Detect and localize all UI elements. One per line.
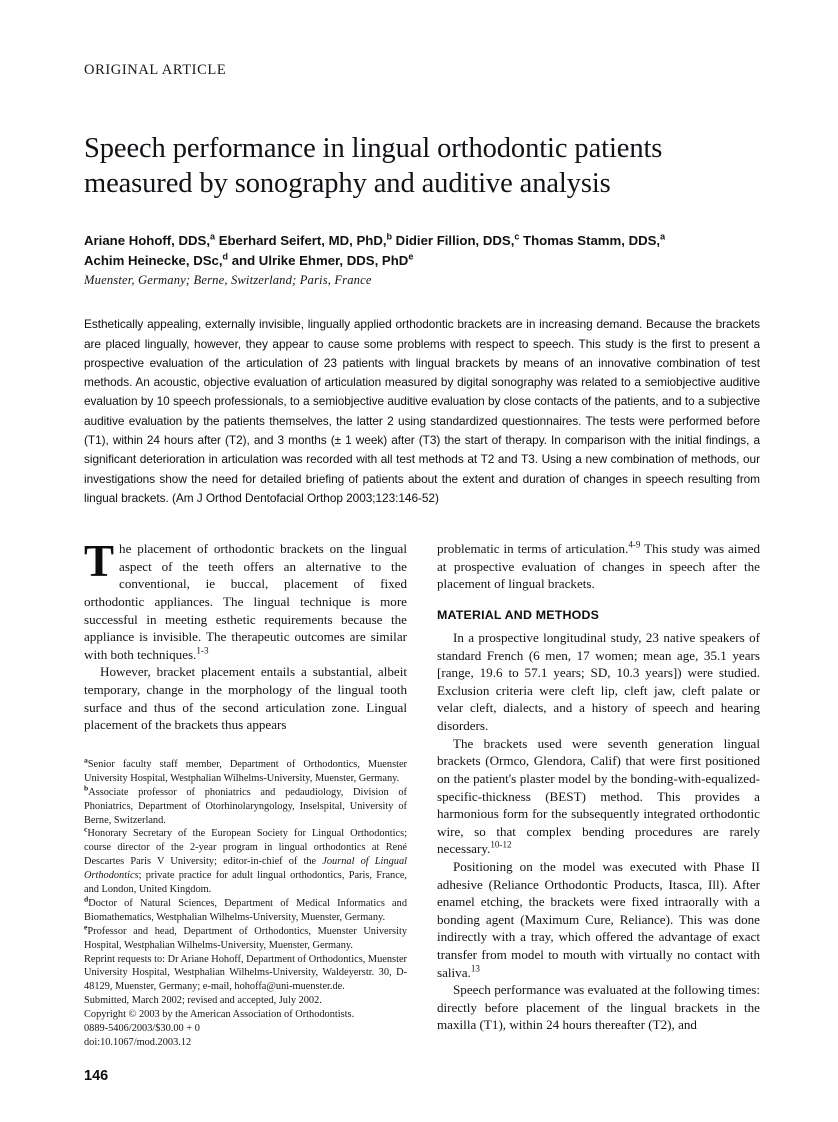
footnote-text: Honorary Secretary of the European Society for Lingual Orthodontics; course director of the 2-year program in lingual orthodontics at René Descartes Paris V University; editor-in-chief of the xyxy=(84,828,407,868)
body-paragraph xyxy=(437,540,760,593)
author-line-1 xyxy=(84,233,665,248)
footnote-text: Senior faculty staff member, Department of Orthodontics, Muenster University Hospital, Westphalian Wilhelms-University, Muenster, Germany. xyxy=(84,758,407,784)
paragraph-text: The placement of orthodontic brackets on the lingual aspect of the teeth offers an alternative to the conventional, ie buccal, placement of fixed orthodontic appliances. The lingual technique is more successful in meeting esthetic requirements because the appliance is invisible. The therapeutic outcomes are similar with both techniques. xyxy=(84,536,407,662)
author-affil-marker: a xyxy=(660,231,666,242)
footnote-copyright: Copyright © 2003 by the American Association of Orthodontists. xyxy=(84,1009,355,1021)
author-line-2 xyxy=(84,253,413,268)
page-title: Speech performance in lingual orthodontic patients measured by sonography and auditive analysis xyxy=(84,133,663,200)
footnote-marker: d xyxy=(84,894,89,904)
body-paragraph: In a prospective longitudinal study, 23 native speakers of standard French (6 men, 17 women; mean age, 35.1 years [range, 19.6 to 57.1 years; SD, 10.3 years]) were studied. Exclusion criteria were cleft lip, cleft jaw, cleft palate or velar cleft, dialects, and a history of speech and hearing disorders. xyxy=(437,630,760,734)
author-name: Eberhard Seifert, MD, PhD, xyxy=(215,233,387,249)
footnote-text: Doctor of Natural Sciences, Department of Medical Informatics and Biomathematics, Westphalian Wilhelms-University, Muenster, Germany. xyxy=(84,897,407,923)
citation-ref[interactable]: 13 xyxy=(470,963,480,974)
footnote-c xyxy=(84,824,407,897)
author-affil-marker: a xyxy=(210,231,216,242)
author-name: Didier Fillion, DDS, xyxy=(392,233,515,249)
footnote-text: Professor and head, Department of Orthodontics, Muenster University Hospital, Westphalian Wilhelms-University, Muenster, Germany. xyxy=(84,925,407,951)
footnote-marker: a xyxy=(84,755,88,765)
author-list xyxy=(84,231,744,271)
footnote-e xyxy=(84,922,407,953)
footnote-journal-title: Journal of Lingual Orthodontics xyxy=(84,856,407,882)
author-affil-marker: c xyxy=(514,231,520,242)
author-name: and Ulrike Ehmer, DDS, PhD xyxy=(228,253,409,269)
author-name: Achim Heinecke, DSc, xyxy=(84,253,223,269)
author-affil-marker: b xyxy=(386,231,393,242)
footnote-marker: c xyxy=(84,824,88,834)
paragraph-text: problematic in terms of articulation. xyxy=(437,541,629,557)
author-name: Thomas Stamm, DDS, xyxy=(519,233,661,249)
citation-ref[interactable]: 4-9 xyxy=(628,539,641,550)
body-paragraph xyxy=(84,536,407,663)
body-paragraph xyxy=(437,858,760,981)
paragraph-text: The brackets used were seventh generation lingual brackets (Ormco, Glendora, Calif) that were first positioned on the patient's plaster model by the bonding-with-equalized-specific-thickness (BEST) method. This provides a harmonious form for the subsequently integrated orthodontic wire, so that complex bending procedures are rarely necessary. xyxy=(437,735,760,857)
citation-ref[interactable]: 1-3 xyxy=(196,645,209,656)
page-number: 146 xyxy=(84,1067,109,1084)
body-paragraph xyxy=(437,735,760,858)
body-paragraph: However, bracket placement entails a substantial, albeit temporary, change in the morphology of the lingual tooth surface and thus of the second articulation zone. Lingual placement of the brackets thus appears xyxy=(84,664,407,733)
right-column xyxy=(437,540,760,1084)
author-affil-marker: e xyxy=(408,251,414,262)
abstract-text: Esthetically appealing, externally invisible, lingually applied orthodontic brackets are in increasing demand. Because the brackets are placed lingually, however, they appear to cause some problems with respect to speech. This study is the first to present a prospective evaluation of the articulation of 23 patients with lingual brackets by means of an innovative combination of test methods. An acoustic, objective evaluation of articulation measured by digital sonography was related to a semiobjective auditive evaluation by 10 speech professionals, to a semiobjective auditive evaluation by close contacts of the patients, and to a subjective auditive evaluation by the patients themselves, the latter 2 using standardized questionnaires. The tests were performed before (T1), within 24 hours after (T2), and 3 months (± 1 week) after (T3) the start of therapy. In comparison with the initial findings, a significant deterioration in articulation was recorded with all test methods at T2 and T3. Using a new combination of methods, our investigations show the need for detailed briefing of patients about the extent and duration of changes in speech resulting from lingual brackets. (Am J Orthod Dentofacial Orthop 2003;123:146-52) xyxy=(84,317,760,505)
paragraph-text: Positioning on the model was executed with Phase II adhesive (Reliance Orthodontic Products, Itasca, Ill). After enamel etching, the brackets were fixed intraorally with a bonding agent (Maximum Cure, Reliance). This was done indirectly with a tray, which offered the advantage of exact transfer from model to mouth with virtually no contact with saliva. xyxy=(437,858,760,980)
footnote-issn: 0889-5406/2003/$30.00 + 0 xyxy=(84,1023,200,1035)
footnote-marker: b xyxy=(84,783,89,793)
footnote-d xyxy=(84,894,407,925)
left-column xyxy=(84,536,407,1084)
footnote-b xyxy=(84,783,407,828)
footnote-reprint-requests: Reprint requests to: Dr Ariane Hohoff, Department of Orthodontics, Muenster University Hospital, Westphalian Wilhelms-University, Waldeyerstr. 30, D-48129, Muenster, Germany; e-mail, hohoffa@uni-muenster.de. xyxy=(84,953,407,993)
footnote-marker: e xyxy=(84,922,88,932)
body-paragraph: Speech performance was evaluated at the following times: directly before placement of the lingual brackets in the maxilla (T1), within 24 hours thereafter (T2), and xyxy=(437,982,760,1033)
author-affil-marker: d xyxy=(222,251,229,262)
article-kicker: ORIGINAL ARTICLE xyxy=(84,62,227,78)
footnote-a xyxy=(84,755,407,786)
footnote-text: Associate professor of phoniatrics and pedaudiology, Division of Phoniatrics, Department of Otorhinolaryngology, Inselspital, University of Berne, Switzerland. xyxy=(84,786,407,826)
author-name: Ariane Hohoff, DDS, xyxy=(84,233,211,249)
citation-ref[interactable]: 10-12 xyxy=(490,839,512,850)
footnote-submitted-date: Submitted, March 2002; revised and accepted, July 2002. xyxy=(84,995,322,1007)
section-heading-material-and-methods: MATERIAL AND METHODS xyxy=(437,608,600,623)
author-cities: Muenster, Germany; Berne, Switzerland; Paris, France xyxy=(84,273,372,288)
body-columns xyxy=(84,536,760,1084)
paragraph-text: This study was aimed at prospective evaluation of changes in speech after the placement of lingual brackets. xyxy=(437,541,760,592)
footnote-text: ; private practice for adult lingual orthodontics, Paris, France, and London, United Kingdom. xyxy=(84,870,407,896)
footnotes-block xyxy=(84,755,407,1050)
footnote-doi[interactable]: doi:10.1067/mod.2003.12 xyxy=(84,1037,192,1049)
